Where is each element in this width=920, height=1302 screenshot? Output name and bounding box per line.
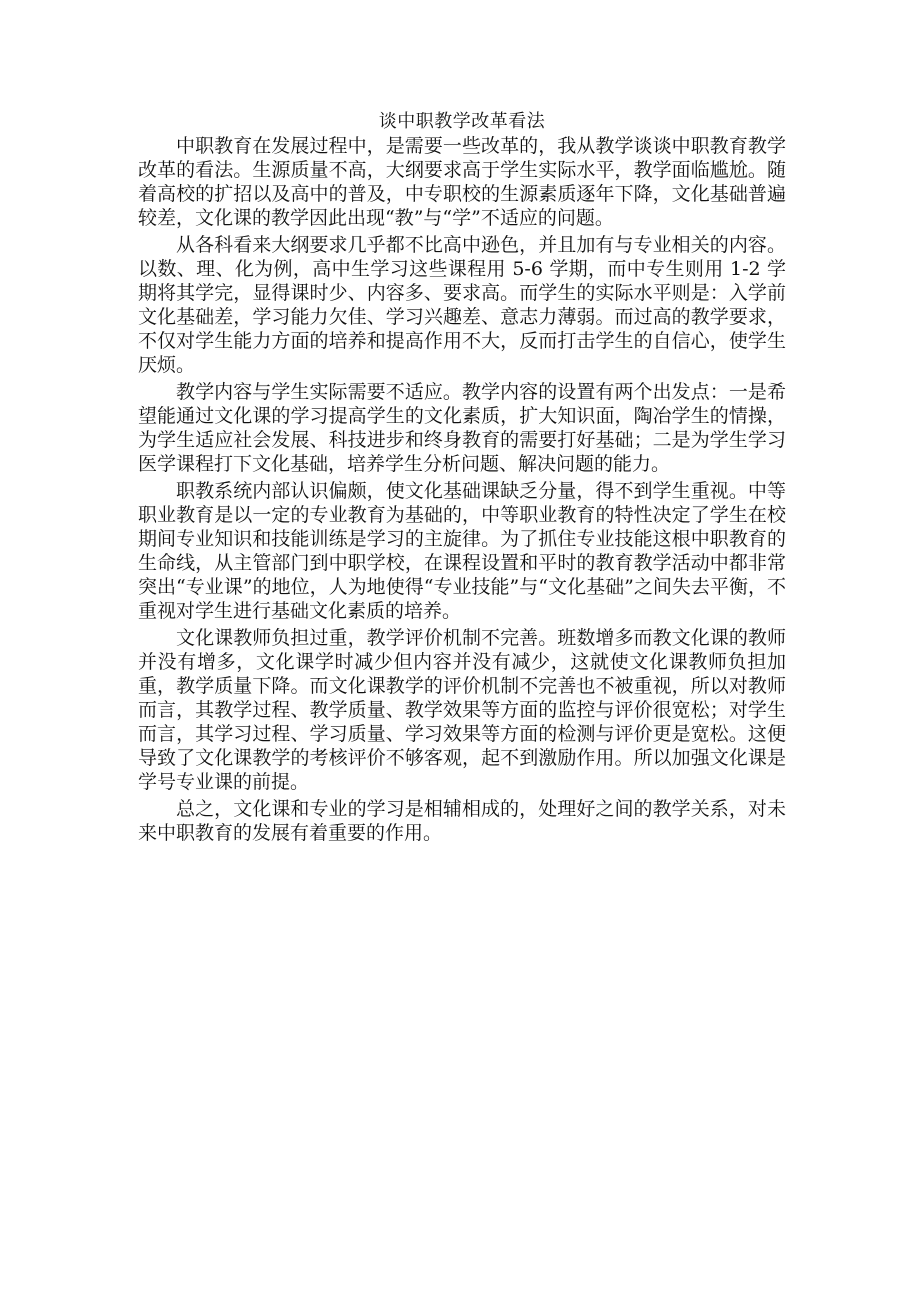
paragraph-6: 总之，文化课和专业的学习是相辅相成的，处理好之间的教学关系，对未来中职教育的发展有着重要的作用。 [138, 798, 786, 844]
paragraph-3: 教学内容与学生实际需要不适应。教学内容的设置有两个出发点：一是希望能通过文化课的学习提高学生的文化素质，扩大知识面，陶冶学生的情操，为学生适应社会发展、科技进步和终身教育的需要打好基础；二是为学生学习医学课程打下文化基础，培养学生分析问题、解决问题的能力。 [138, 381, 786, 475]
document-title: 谈中职教学改革看法 [378, 111, 546, 132]
paragraph-2: 从各科看来大纲要求几乎都不比高中逊色，并且加有与专业相关的内容。以数、理、化为例，高中生学习这些课程用 5-6 学期，而中专生则用 1-2 学期将其学完，显得课时少、内容多、要求高。而学生的实际水平则是：入学前文化基础差，学习能力欠佳、学习兴趣差、意志力薄弱。而过高的教学要求，不仅对学生能力方面的培养和提高作用不大，反而打击学生的自信心，使学生厌烦。 [138, 234, 786, 376]
paragraph-4: 职教系统内部认识偏颇，使文化基础课缺乏分量，得不到学生重视。中等职业教育是以一定的专业教育为基础的，中等职业教育的特性决定了学生在校期间专业知识和技能训练是学习的主旋律。为了抓住专业技能这根中职教育的生命线，从主管部门到中职学校，在课程设置和平时的教育教学活动中都非常突出“专业课”的地位，人为地使得“专业技能”与“文化基础”之间失去平衡，不重视对学生进行基础文化素质的培养。 [138, 480, 786, 622]
paragraph-5: 文化课教师负担过重，教学评价机制不完善。班数增多而教文化课的教师并没有增多，文化课学时减少但内容并没有减少，这就使文化课教师负担加重，教学质量下降。而文化课教学的评价机制不完善也不被重视，所以对教师而言，其教学过程、教学质量、教学效果等方面的监控与评价很宽松；对学生而言，其学习过程、学习质量、学习效果等方面的检测与评价更是宽松。这便导致了文化课教学的考核评价不够客观，起不到激励作用。所以加强文化课是学号专业课的前提。 [138, 627, 786, 793]
paragraph-1: 中职教育在发展过程中，是需要一些改革的，我从教学谈谈中职教育教学改革的看法。生源质量不高，大纲要求高于学生实际水平，教学面临尴尬。随着高校的扩招以及高中的普及，中专职校的生源素质逐年下降，文化基础普遍较差，文化课的教学因此出现“教”与“学”不适应的问题。 [138, 135, 786, 229]
document-body [138, 110, 786, 848]
